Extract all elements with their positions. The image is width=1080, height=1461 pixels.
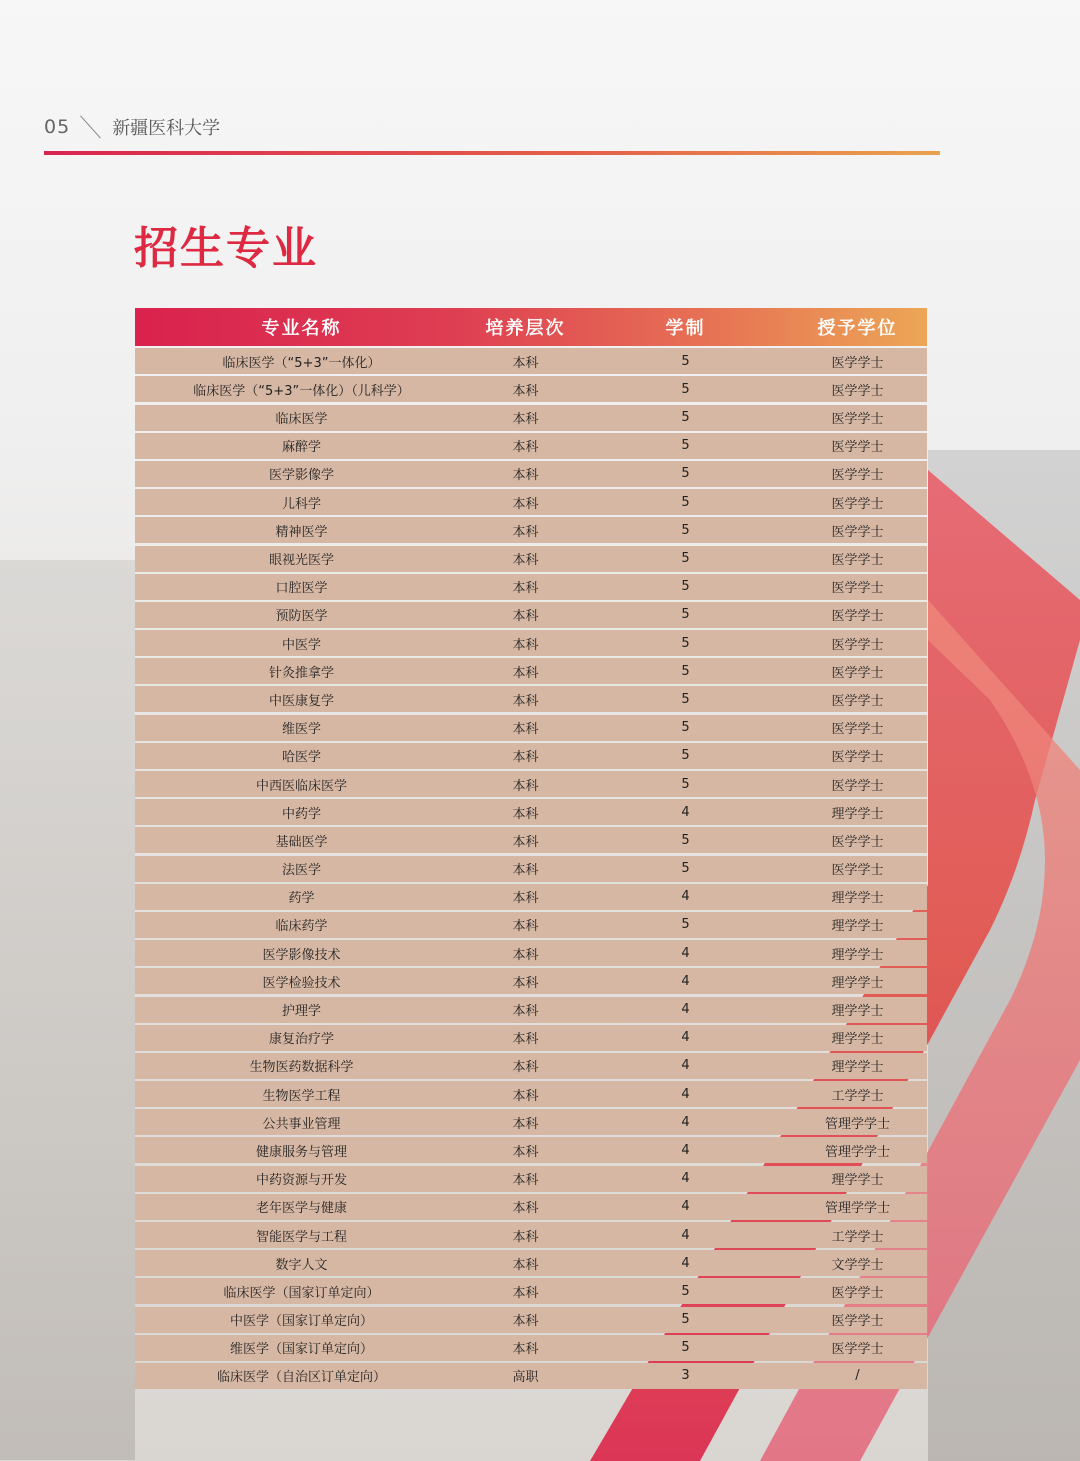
cell-major: 护理学 (281, 1004, 321, 1019)
table-row (135, 1109, 927, 1135)
column-header-major: 专业名称 (261, 318, 342, 339)
cell-major: 公共事业管理 (262, 1116, 341, 1132)
cell-duration: 5 (681, 438, 690, 454)
cell-level: 本科 (512, 412, 539, 428)
cell-level: 本科 (512, 1116, 539, 1132)
cell-duration: 5 (681, 691, 690, 707)
cell-duration: 5 (681, 663, 690, 679)
table-row (135, 405, 927, 431)
cell-degree: 工学学士 (831, 1229, 884, 1245)
cell-major: 临床医学（国家订单定向） (223, 1285, 380, 1301)
school-name: 新疆医科大学 (112, 118, 221, 139)
cell-degree: 医学学士 (831, 1285, 884, 1301)
header-divider (78, 114, 104, 140)
cell-level: 本科 (512, 524, 539, 540)
cell-major: 药学 (288, 891, 315, 907)
cell-degree: 医学学士 (831, 863, 884, 879)
cell-level: 本科 (512, 355, 539, 371)
cell-degree: / (855, 1368, 860, 1384)
cell-duration: 5 (681, 917, 690, 933)
cell-degree: 医学学士 (831, 693, 884, 709)
table-row (135, 658, 927, 684)
table-row (135, 1363, 927, 1389)
cell-duration: 4 (681, 1114, 690, 1130)
table-header (135, 308, 927, 346)
cell-major: 临床医学 (275, 412, 328, 428)
page-header (44, 112, 220, 142)
cell-level: 本科 (512, 637, 539, 653)
cell-degree: 医学学士 (831, 637, 884, 653)
cell-major: 眼视光医学 (268, 553, 334, 568)
cell-duration: 5 (681, 720, 690, 736)
cell-duration: 4 (681, 1227, 690, 1243)
cell-major: 临床医学（“5+3”一体化）（儿科学） (193, 383, 410, 399)
table-row (135, 1166, 927, 1192)
cell-degree: 理学学士 (831, 947, 884, 963)
cell-major: 临床药学 (275, 919, 328, 935)
cell-major: 针灸推拿学 (268, 665, 334, 681)
table-row (135, 1137, 927, 1163)
cell-duration: 5 (681, 635, 690, 651)
cell-duration: 4 (681, 945, 690, 961)
table-row (135, 940, 927, 966)
table-row (135, 517, 927, 543)
cell-level: 本科 (512, 1060, 539, 1076)
table-row (135, 376, 927, 402)
cell-degree: 理学学士 (831, 1060, 884, 1076)
column-header-degree: 授予学位 (817, 318, 898, 339)
cell-duration: 5 (681, 748, 690, 764)
cell-level: 本科 (512, 1285, 539, 1301)
table-row (135, 912, 927, 938)
cell-major: 中药学 (281, 806, 321, 822)
cell-major: 儿科学 (281, 496, 321, 512)
table-row (135, 856, 927, 882)
cell-degree: 医学学士 (831, 581, 884, 597)
cell-degree: 医学学士 (831, 722, 884, 738)
cell-duration: 5 (681, 607, 690, 623)
table-body (135, 348, 927, 1389)
cell-degree: 管理学学士 (824, 1201, 890, 1217)
cell-major: 生物医学工程 (262, 1088, 341, 1104)
table-row (135, 602, 927, 628)
cell-level: 本科 (512, 1032, 539, 1048)
cell-major: 医学影像学 (268, 468, 334, 484)
table-row (135, 1025, 927, 1051)
cell-level: 高职 (512, 1370, 539, 1386)
cell-duration: 5 (681, 381, 690, 397)
table-row (135, 997, 927, 1023)
cell-duration: 4 (681, 1199, 690, 1215)
cell-major: 智能医学与工程 (255, 1229, 347, 1245)
cell-degree: 医学学士 (831, 665, 884, 681)
table-row (135, 1250, 927, 1276)
cell-major: 老年医学与健康 (255, 1201, 347, 1217)
cell-major: 口腔医学 (275, 581, 328, 597)
cell-duration: 5 (681, 861, 690, 877)
table-row (135, 686, 927, 712)
table-row (135, 771, 927, 797)
cell-degree: 理学学士 (831, 806, 884, 822)
cell-degree: 理学学士 (831, 1032, 884, 1048)
cell-major: 哈医学 (281, 750, 321, 766)
table-row (135, 743, 927, 769)
table-row (135, 1307, 927, 1333)
cell-level: 本科 (512, 975, 539, 991)
cell-major: 生物医药数据科学 (249, 1060, 354, 1076)
section-title: 招生专业 (134, 223, 318, 274)
cell-major: 法医学 (281, 863, 321, 879)
cell-degree: 医学学士 (831, 778, 884, 794)
cell-major: 中医康复学 (268, 693, 334, 709)
cell-duration: 4 (681, 1171, 690, 1187)
cell-degree: 理学学士 (831, 1173, 884, 1189)
cell-major: 医学检验技术 (262, 975, 341, 991)
table-row (135, 489, 927, 515)
cell-level: 本科 (512, 1257, 539, 1273)
table-row (135, 884, 927, 910)
cell-major: 数字人文 (275, 1257, 328, 1273)
cell-level: 本科 (512, 834, 539, 850)
cell-duration: 5 (681, 466, 690, 482)
cell-level: 本科 (512, 1088, 539, 1104)
table-row (135, 630, 927, 656)
cell-degree: 医学学士 (831, 609, 884, 625)
cell-degree: 管理学学士 (824, 1144, 890, 1160)
cell-major: 中医学（国家订单定向） (229, 1314, 373, 1330)
table-row (135, 461, 927, 487)
column-header-duration: 学制 (665, 318, 706, 339)
cell-degree: 工学学士 (831, 1088, 884, 1104)
cell-level: 本科 (512, 581, 539, 597)
cell-major: 临床医学（“5+3”一体化） (222, 355, 381, 371)
cell-major: 维医学（国家订单定向） (229, 1342, 373, 1358)
table-row (135, 1222, 927, 1248)
cell-level: 本科 (512, 693, 539, 709)
cell-degree: 理学学士 (831, 891, 884, 907)
cell-major: 基础医学 (275, 834, 328, 850)
cell-duration: 4 (681, 1142, 690, 1158)
cell-duration: 5 (681, 522, 690, 538)
cell-duration: 5 (681, 494, 690, 510)
cell-degree: 医学学士 (831, 440, 884, 456)
cell-degree: 理学学士 (831, 975, 884, 991)
table-row (135, 1194, 927, 1220)
table-row (135, 433, 927, 459)
cell-degree: 文学学士 (831, 1257, 884, 1273)
table-row (135, 348, 927, 374)
cell-level: 本科 (512, 553, 539, 568)
cell-major: 临床医学（自治区订单定向） (216, 1370, 386, 1386)
cell-level: 本科 (512, 468, 539, 484)
page-number: 05 (44, 116, 71, 138)
cell-level: 本科 (512, 863, 539, 879)
cell-level: 本科 (512, 440, 539, 456)
table-row (135, 574, 927, 600)
cell-duration: 5 (681, 579, 690, 595)
cell-duration: 4 (681, 889, 690, 905)
cell-degree: 医学学士 (831, 750, 884, 766)
cell-duration: 5 (681, 832, 690, 848)
table-row (135, 1335, 927, 1361)
cell-level: 本科 (512, 778, 539, 794)
cell-level: 本科 (512, 1201, 539, 1217)
column-header-level: 培养层次 (485, 318, 566, 339)
table-row (135, 1081, 927, 1107)
cell-major: 中医学 (281, 637, 321, 653)
cell-duration: 4 (681, 1002, 690, 1017)
cell-duration: 5 (681, 410, 690, 426)
cell-degree: 医学学士 (831, 355, 884, 371)
cell-major: 健康服务与管理 (255, 1144, 347, 1160)
cell-level: 本科 (512, 1229, 539, 1245)
cell-duration: 5 (681, 776, 690, 792)
cell-major: 精神医学 (275, 524, 328, 540)
cell-duration: 4 (681, 973, 690, 989)
cell-major: 预防医学 (275, 609, 328, 625)
cell-degree: 医学学士 (831, 524, 884, 540)
table-row (135, 546, 927, 572)
cell-degree: 医学学士 (831, 468, 884, 484)
cell-level: 本科 (512, 1173, 539, 1189)
cell-level: 本科 (512, 722, 539, 738)
header-rule (44, 151, 940, 155)
cell-level: 本科 (512, 947, 539, 963)
cell-major: 维医学 (281, 722, 321, 738)
cell-level: 本科 (512, 496, 539, 512)
table-row (135, 1053, 927, 1079)
cell-level: 本科 (512, 1004, 539, 1019)
table-row (135, 715, 927, 741)
cell-degree: 管理学学士 (824, 1116, 890, 1132)
cell-major: 中西医临床医学 (255, 778, 347, 794)
table-row (135, 799, 927, 825)
cell-duration: 3 (681, 1368, 690, 1384)
cell-major: 中药资源与开发 (255, 1173, 347, 1189)
cell-duration: 5 (681, 551, 690, 566)
cell-duration: 4 (681, 1086, 690, 1102)
cell-degree: 医学学士 (831, 553, 884, 568)
cell-duration: 5 (681, 353, 690, 369)
table-row (135, 1278, 927, 1304)
cell-level: 本科 (512, 1144, 539, 1160)
cell-major: 医学影像技术 (262, 947, 341, 963)
cell-level: 本科 (512, 1314, 539, 1330)
cell-level: 本科 (512, 919, 539, 935)
cell-major: 康复治疗学 (268, 1032, 334, 1048)
cell-duration: 5 (681, 1312, 690, 1328)
cell-duration: 4 (681, 804, 690, 820)
cell-level: 本科 (512, 609, 539, 625)
cell-degree: 理学学士 (831, 1004, 884, 1019)
cell-level: 本科 (512, 891, 539, 907)
cell-duration: 4 (681, 1030, 690, 1046)
table-row (135, 968, 927, 994)
cell-level: 本科 (512, 1342, 539, 1358)
table-row (135, 827, 927, 853)
cell-level: 本科 (512, 806, 539, 822)
cell-degree: 医学学士 (831, 383, 884, 399)
cell-degree: 医学学士 (831, 834, 884, 850)
cell-degree: 理学学士 (831, 919, 884, 935)
cell-degree: 医学学士 (831, 1314, 884, 1330)
cell-major: 麻醉学 (281, 440, 321, 456)
cell-degree: 医学学士 (831, 1342, 884, 1358)
cell-duration: 5 (681, 1283, 690, 1299)
cell-duration: 4 (681, 1058, 690, 1074)
cell-degree: 医学学士 (831, 412, 884, 428)
majors-table (135, 308, 927, 1389)
cell-level: 本科 (512, 665, 539, 681)
cell-level: 本科 (512, 383, 539, 399)
cell-level: 本科 (512, 750, 539, 766)
cell-degree: 医学学士 (831, 496, 884, 512)
cell-duration: 4 (681, 1255, 690, 1271)
cell-duration: 5 (681, 1340, 690, 1356)
